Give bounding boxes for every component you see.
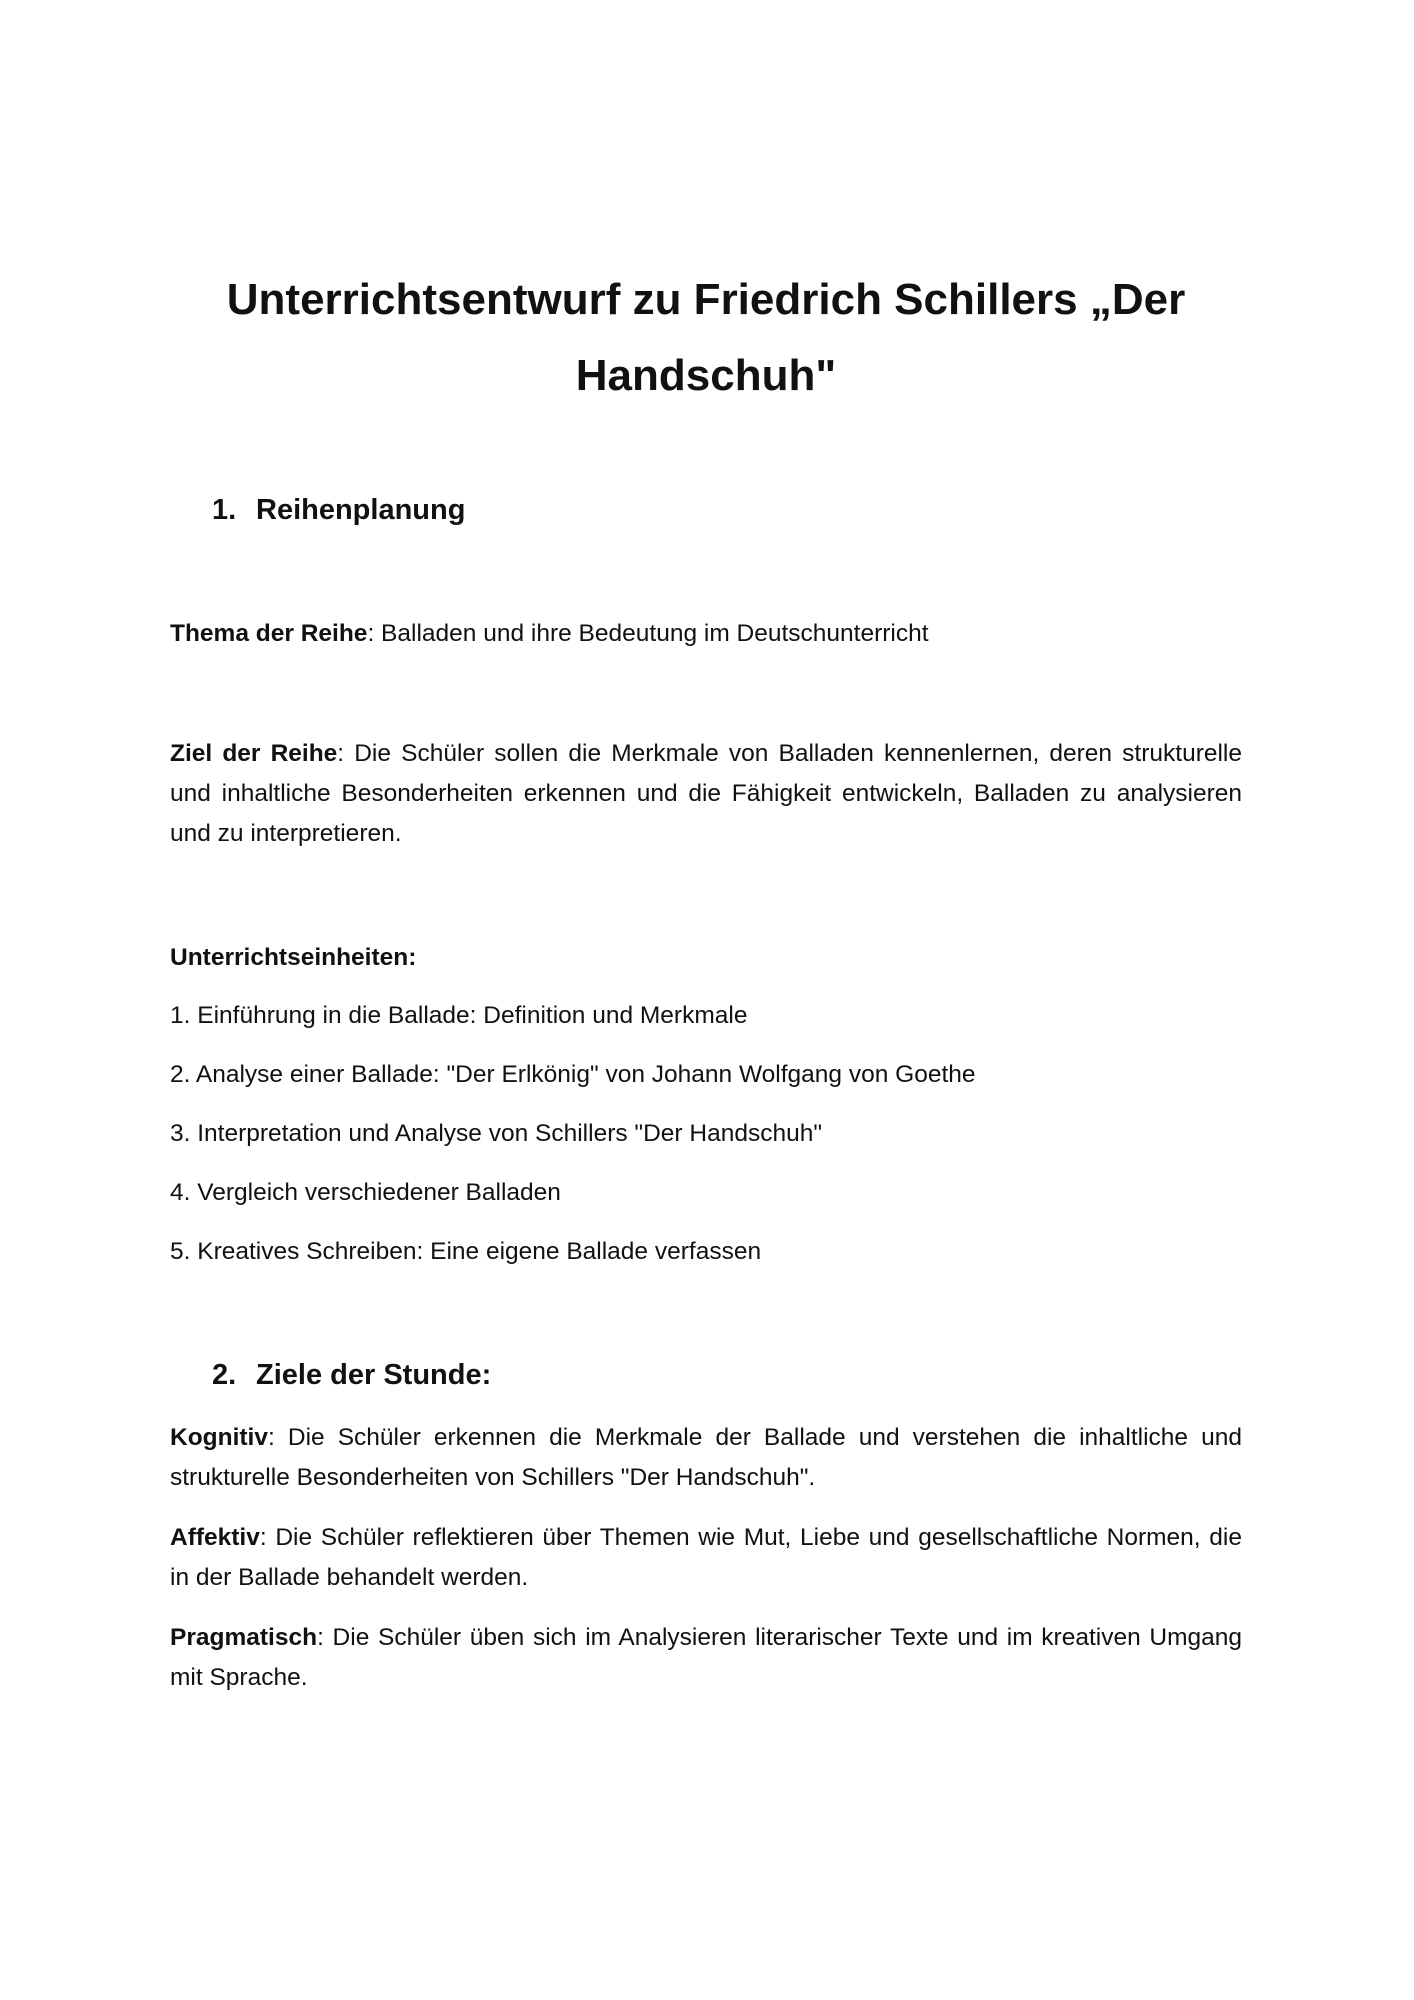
thema-paragraph bbox=[170, 614, 1242, 654]
section-number: 2. bbox=[212, 1359, 237, 1391]
goal-label: Pragmatisch bbox=[170, 1624, 318, 1651]
goal-kognitiv bbox=[170, 1418, 1242, 1498]
goal-label: Affektiv bbox=[170, 1524, 260, 1551]
ziel-label: Ziel der Reihe bbox=[170, 740, 338, 767]
unit-item: 5. Kreatives Schreiben: Eine eigene Ballade verfassen bbox=[170, 1238, 762, 1265]
thema-label: Thema der Reihe bbox=[170, 620, 368, 647]
thema-text: : Balladen und ihre Bedeutung im Deutschunterricht bbox=[367, 620, 929, 647]
section-heading-reihenplanung bbox=[212, 490, 465, 530]
ziel-paragraph bbox=[170, 734, 1242, 854]
goal-text: : Die Schüler üben sich im Analysieren literarischer Texte und im kreativen Umgang mit Sprache. bbox=[170, 1624, 1242, 1691]
goal-pragmatisch bbox=[170, 1618, 1242, 1698]
unit-item: 1. Einführung in die Ballade: Definition und Merkmale bbox=[170, 1002, 748, 1029]
goal-text: : Die Schüler erkennen die Merkmale der Ballade und verstehen die inhaltliche und strukturelle Besonderheiten von Schillers "Der Handschuh". bbox=[170, 1424, 1242, 1491]
section-title: Reihenplanung bbox=[256, 494, 466, 526]
unit-item: 2. Analyse einer Ballade: "Der Erlkönig" von Johann Wolfgang von Goethe bbox=[170, 1061, 976, 1088]
units-label: Unterrichtseinheiten: bbox=[170, 944, 417, 971]
goal-text: : Die Schüler reflektieren über Themen wie Mut, Liebe und gesellschaftliche Normen, die in der Ballade behandelt werden. bbox=[170, 1524, 1242, 1591]
ziel-text: : Die Schüler sollen die Merkmale von Balladen kennenlernen, deren strukturelle und inhaltliche Besonderheiten erkennen und die Fähigkeit entwickeln, Balladen zu analysieren und zu interpretieren. bbox=[170, 740, 1243, 847]
section-title: Ziele der Stunde: bbox=[256, 1359, 492, 1391]
unit-item: 4. Vergleich verschiedener Balladen bbox=[170, 1179, 561, 1206]
unit-item: 3. Interpretation und Analyse von Schillers "Der Handschuh" bbox=[170, 1120, 823, 1147]
section-number: 1. bbox=[212, 494, 237, 526]
document-title: Unterrichtsentwurf zu Friedrich Schillers „Der Handschuh" bbox=[226, 275, 1186, 400]
section-heading-ziele bbox=[212, 1355, 491, 1395]
goal-affektiv bbox=[170, 1518, 1242, 1598]
goal-label: Kognitiv bbox=[170, 1424, 268, 1451]
